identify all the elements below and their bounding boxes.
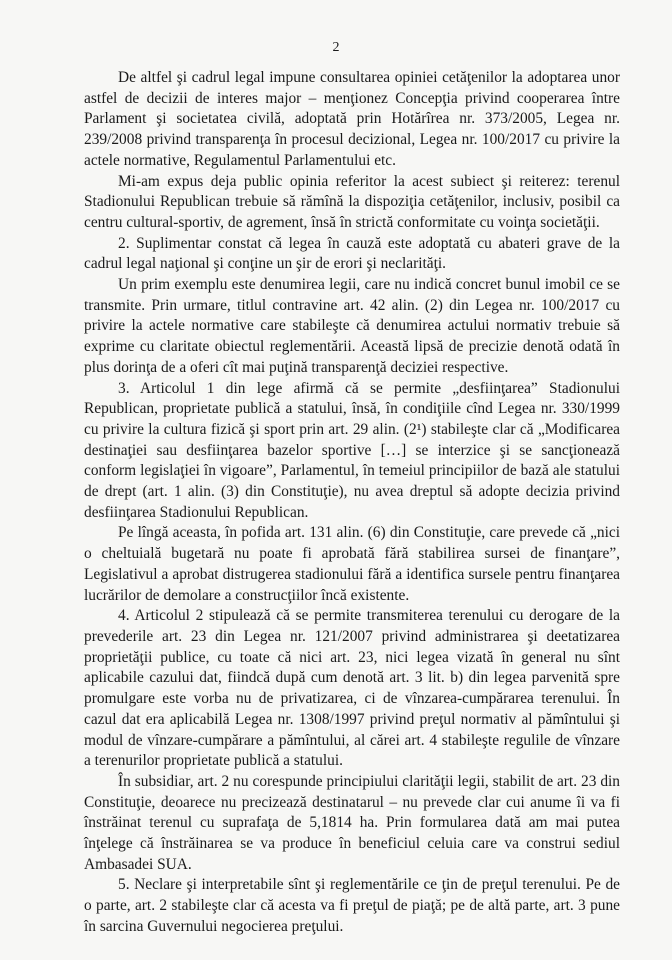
paragraph-budget: Pe lîngă aceasta, în pofida art. 131 alin. (6) din Constituţie, care prevede că „nici o cheltuială bugetară nu poate fi aprobată fără stabilirea sursei de finanţare”, Legislativul a aprobat distrugerea stadionului fără a identifica sursele pentru finanţarea lucrărilor de demolare a construcţiilor încă existente. (84, 524, 620, 604)
page-number: 2 (332, 40, 340, 55)
paragraph-public-opinion: Mi-am expus deja public opinia referitor la acest subiect şi reiterez: terenul Stadionului Republican trebuie să rămînă la dispoziţia cetăţenilor, inclusiv, posibil ca centru cultural-sportiv, de agrement, însă în strictă conformitate cu voinţa societăţii. (84, 172, 620, 231)
paragraph-point-5: 5. Neclare şi interpretabile sînt şi reglementările ce ţin de preţul terenului. Pe de o parte, art. 2 stabileşte clar că acesta va fi preţul de piaţă; pe de altă parte, art. 3 pune în sarcina Guvernului negocierea preţului. (84, 876, 620, 935)
paragraph-legal-framework: De altfel şi cadrul legal impune consultarea opiniei cetăţenilor la adoptarea unor astfel de decizii de interes major – menţionez Concepţia privind cooperarea între Parlament şi societatea civilă, adoptată prin Hotărîrea nr. 373/2005, Legea nr. 239/2008 privind transparenţa în procesul decizional, Legea nr. 100/2017 cu privire la actele normative, Regulamentul Parlamentului etc. (84, 69, 620, 169)
paragraph-point-4: 4. Articolul 2 stipulează că se permite transmiterea terenului cu derogare de la prevederile art. 23 din Legea nr. 121/2007 privind administrarea şi deetatizarea proprietăţii publice, cu toate că nici art. 23, nici legea vizată în general nu sînt aplicabile cazului dat, fiindcă după cum denotă art. 3 lit. b) din legea parvenită spre promulgare este vorba nu de privatizarea, ci de vînzarea-cumpărarea terenului. În cazul dat era aplicabilă Legea nr. 1308/1997 privind preţul normativ al pămîntului şi modul de vînzare-cumpărare a pămîntului, al cărei art. 4 stabileşte regulile de vînzare a terenurilor proprietate publică a statului. (84, 607, 620, 770)
document-body (84, 68, 620, 938)
paragraph-subsidiary: În subsidiar, art. 2 nu corespunde principiului clarităţii legii, stabilit de art. 23 din Constituţie, deoarece nu precizează destinatarul – nu prevede clar cui anume îi va fi înstrăinat terenul cu suprafaţa de 5,1814 ha. Prin formularea dată am mai putea înţelege că înstrăinarea se va produce în beneficiul celuia care va construi sediul Ambasadei SUA. (84, 772, 620, 873)
paragraph-law-title: Un prim exemplu este denumirea legii, care nu indică concret bunul imobil ce se transmite. Prin urmare, titlul contravine art. 42 alin. (2) din Legea nr. 100/2017 cu privire la actele normative care stabileşte că denumirea actului normativ trebuie să exprime cu claritate obiectul reglementării. Această lipsă de precizie denotă odată în plus dorinţa de a oferi cît mai puţină transparenţă deciziei respective. (84, 276, 620, 376)
paragraph-point-2: 2. Suplimentar constat că legea în cauză este adoptată cu abateri grave de la cadrul legal naţional şi conţine un şir de erori şi neclarităţi. (84, 234, 620, 273)
paragraph-point-3: 3. Articolul 1 din lege afirmă că se permite „desfiinţarea” Stadionului Republican, proprietate publică a statului, însă, în condiţiile cînd Legea nr. 330/1999 cu privire la cultura fizică şi sport prin art. 29 alin. (2¹) stabileşte clar că „Modificarea destinaţiei sau desfiinţarea bazelor sportive […] se interzice şi se sancţionează conform legislaţiei în vigoare”, Parlamentul, în temeiul principiilor de bază ale statului de drept (art. 1 alin. (3) din Constituţie), nu avea dreptul să adopte decizia privind desfiinţarea Stadionului Republican. (84, 379, 620, 521)
